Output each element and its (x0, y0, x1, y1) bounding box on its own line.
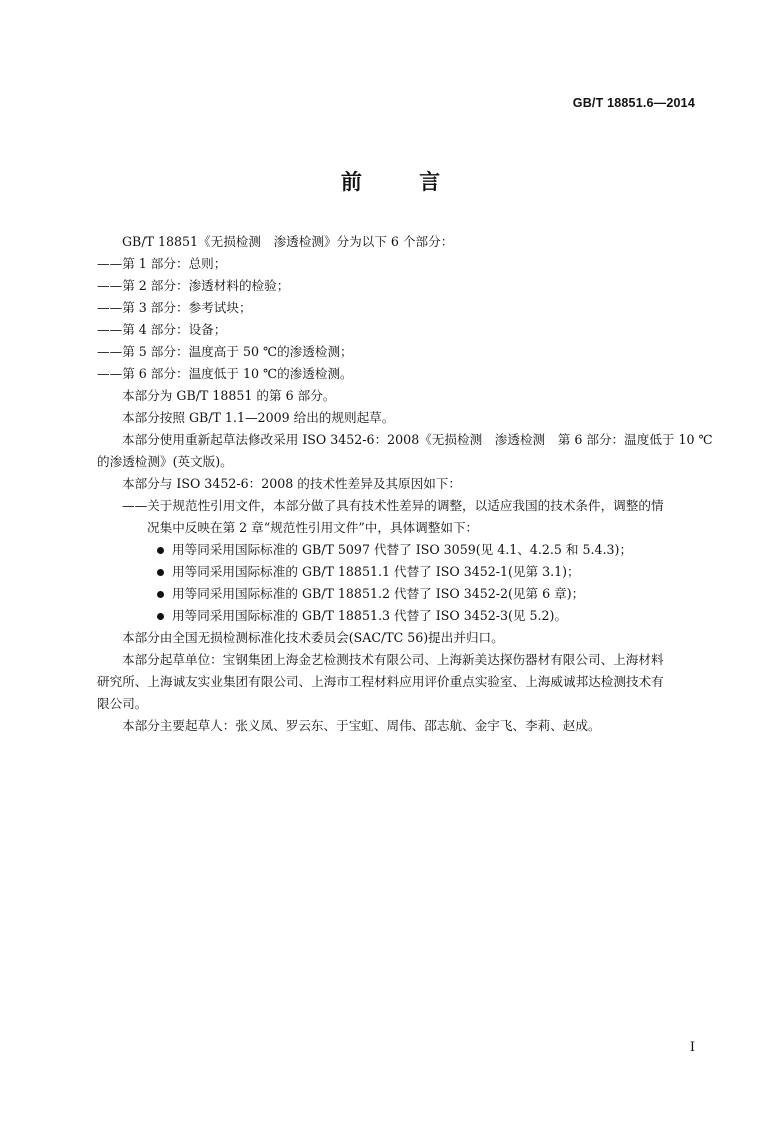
paragraph-intro: GB/T 18851《无损检测 渗透检测》分为以下 6 个部分： (122, 234, 454, 249)
standard-code: GB/T 18851.6—2014 (572, 96, 695, 110)
page-title: 前 言 (340, 170, 466, 194)
paragraph-part-statement: 本部分为 GB/T 18851 的第 6 部分。 (122, 388, 336, 403)
list-item-part-2: ——第 2 部分：渗透材料的检验； (97, 278, 290, 293)
paragraph-adoption-line1: 本部分使用重新起草法修改采用 ISO 3452-6：2008《无损检测 渗透检测 第 6 部分：温度低于 10 ℃ (122, 432, 713, 447)
bullet-icon (157, 591, 164, 598)
list-item-part-5: ——第 5 部分：温度高于 50 ℃的渗透检测； (97, 344, 353, 359)
bullet-icon (157, 569, 164, 576)
paragraph-normative-refs-line1: ——关于规范性引用文件，本部分做了具有技术性差异的调整，以适应我国的技术条件，调整的情 (122, 498, 664, 513)
list-item-part-3: ——第 3 部分：参考试块； (97, 300, 252, 315)
paragraph-differences: 本部分与 ISO 3452-6：2008 的技术性差异及其原因如下： (122, 476, 461, 491)
paragraph-drafters: 本部分主要起草人：张义凤、罗云东、于宝虹、周伟、邵志航、金宇飞、李莉、赵成。 (122, 718, 601, 733)
document-body (97, 231, 713, 737)
paragraph-adoption-line2: 的渗透检测》(英文版)。 (97, 454, 233, 469)
paragraph-normative-refs-line2: 况集中反映在第 2 章“规范性引用文件”中，具体调整如下： (147, 520, 479, 535)
bullet-text: 用等同采用国际标准的 GB/T 18851.2 代替了 ISO 3452-2(见第 6 章)； (172, 586, 585, 601)
list-item-part-1: ——第 1 部分：总则； (97, 256, 227, 271)
paragraph-drafting-rules: 本部分按照 GB/T 1.1—2009 给出的规则起草。 (122, 410, 395, 425)
bullet-text: 用等同采用国际标准的 GB/T 18851.3 代替了 ISO 3452-3(见 5.2)。 (172, 608, 568, 623)
bullet-item (97, 561, 697, 583)
list-item-part-4: ——第 4 部分：设备； (97, 322, 227, 337)
list-item-part-6: ——第 6 部分：温度低于 10 ℃的渗透检测。 (97, 366, 353, 381)
bullet-text: 用等同采用国际标准的 GB/T 18851.1 代替了 ISO 3452-1(见第 3.1)； (172, 564, 580, 579)
bullet-text: 用等同采用国际标准的 GB/T 5097 代替了 ISO 3059(见 4.1、4.2.5 和 5.4.3)； (172, 542, 633, 557)
paragraph-drafting-units-line1: 本部分起草单位：宝钢集团上海金艺检测技术有限公司、上海新美达探伤器材有限公司、上海材料 (122, 652, 664, 667)
page-number: I (689, 1040, 695, 1055)
paragraph-proposer: 本部分由全国无损检测标准化技术委员会(SAC/TC 56)提出并归口。 (122, 630, 504, 645)
bullet-item (97, 605, 697, 627)
bullet-icon (157, 547, 164, 554)
bullet-item (97, 583, 697, 605)
paragraph-drafting-units-line3: 限公司。 (97, 696, 148, 711)
paragraph-drafting-units-line2: 研究所、上海诚友实业集团有限公司、上海市工程材料应用评价重点实验室、上海威诚邦达检测技术有 (97, 674, 664, 689)
bullet-item (97, 539, 697, 561)
bullet-icon (157, 613, 164, 620)
